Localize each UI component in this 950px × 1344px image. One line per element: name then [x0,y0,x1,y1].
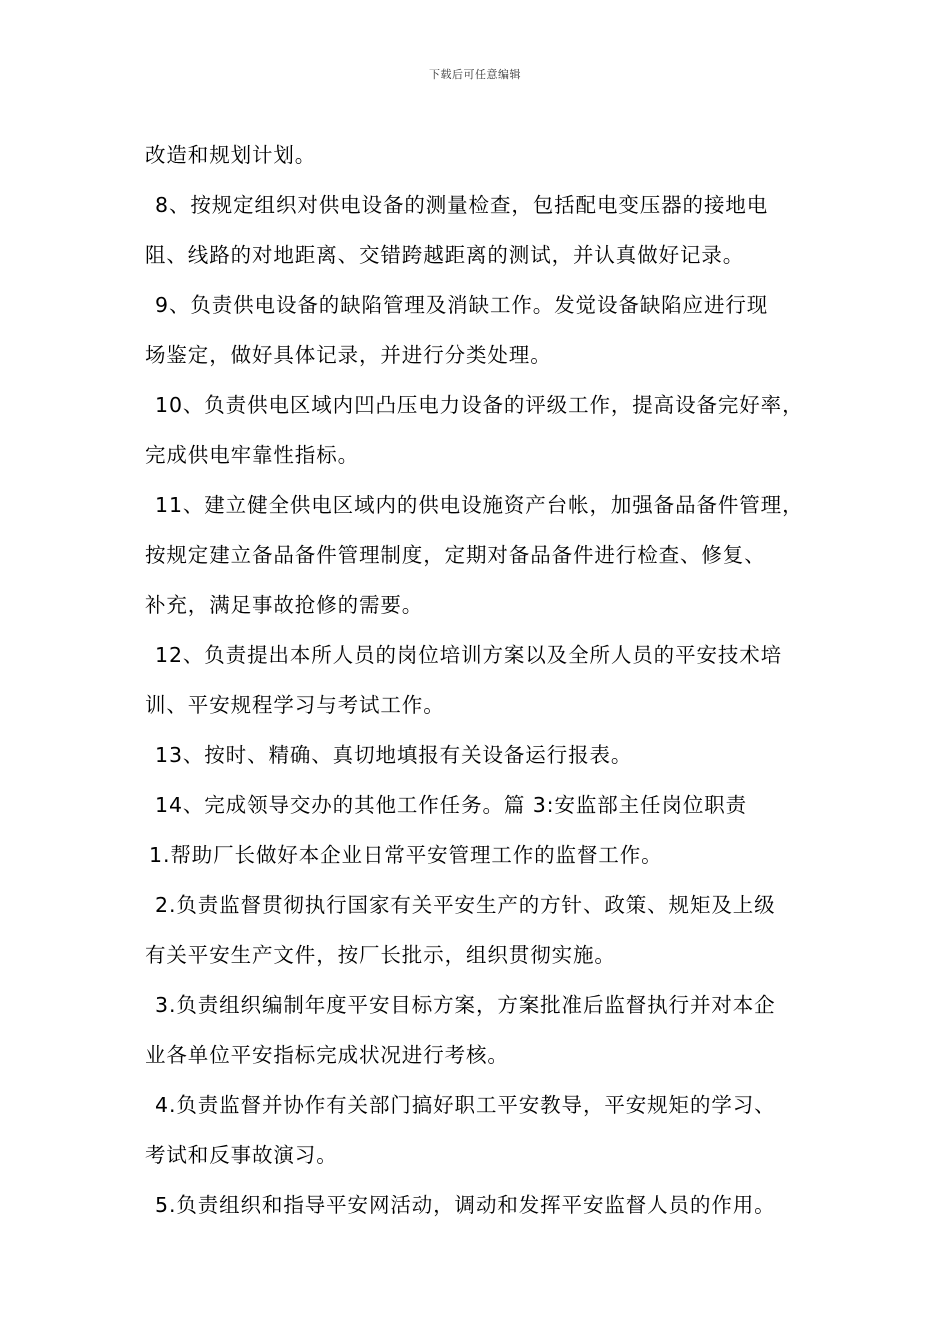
text-line: 改造和规划计划。 [145,143,317,167]
page-header: 下载后可任意编辑 [429,68,521,81]
text-line: 阻、线路的对地距离、交错跨越距离的测试，并认真做好记录。 [145,243,745,267]
text-line: 补充，满足事故抢修的需要。 [145,593,424,617]
text-line: 10、负责供电区域内凹凸压电力设备的评级工作，提高设备完好率， [155,393,804,417]
text-line: 业各单位平安指标完成状况进行考核。 [145,1043,509,1067]
text-line: 考试和反事故演习。 [145,1143,338,1167]
text-line: 9、负责供电设备的缺陷管理及消缺工作。发觉设备缺陷应进行现 [155,293,769,317]
document-body [145,130,825,1230]
text-line: 2.负责监督贯彻执行国家有关平安生产的方针、政策、规矩及上级 [155,893,776,917]
text-line: 有关平安生产文件，按厂长批示，组织贯彻实施。 [145,943,616,967]
text-line: 14、完成领导交办的其他工作任务。篇 3:安监部主任岗位职责 [155,793,748,817]
text-line: 按规定建立备品备件管理制度，定期对备品备件进行检查、修复、 [145,543,766,567]
text-line: 11、建立健全供电区域内的供电设施资产台帐，加强备品备件管理， [155,493,804,517]
text-line: 训、平安规程学习与考试工作。 [145,693,445,717]
text-line: 1.帮助厂长做好本企业日常平安管理工作的监督工作。 [149,843,663,867]
text-line: 8、按规定组织对供电设备的测量检查，包括配电变压器的接地电 [155,193,769,217]
text-line: 场鉴定，做好具体记录，并进行分类处理。 [145,343,552,367]
text-line: 5.负责组织和指导平安网活动，调动和发挥平安监督人员的作用。 [155,1193,776,1217]
text-line: 3.负责组织编制年度平安目标方案，方案批准后监督执行并对本企 [155,993,776,1017]
text-line: 4.负责监督并协作有关部门搞好职工平安教导，平安规矩的学习、 [155,1093,776,1117]
text-line: 13、按时、精确、真切地填报有关设备运行报表。 [155,743,633,767]
text-line: 12、负责提出本所人员的岗位培训方案以及全所人员的平安技术培 [155,643,783,667]
text-line: 完成供电牢靠性指标。 [145,443,359,467]
